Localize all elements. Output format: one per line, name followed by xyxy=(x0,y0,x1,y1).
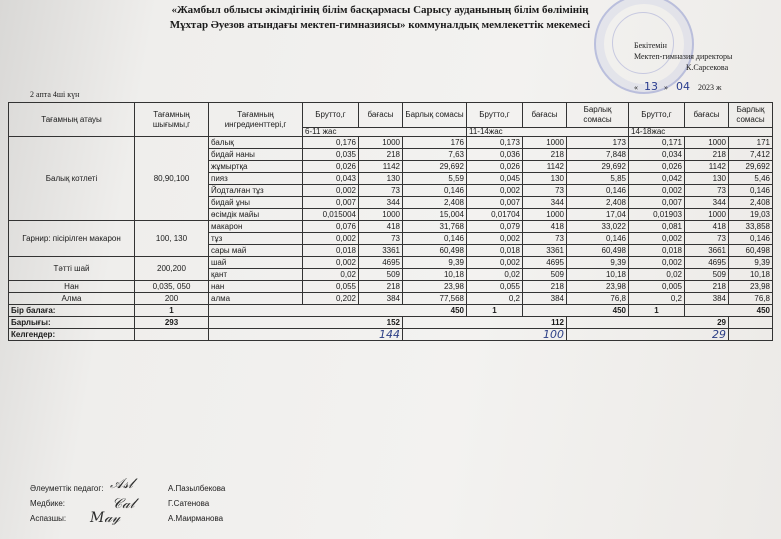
ingredient-value: 73 xyxy=(359,233,403,245)
ingredient-value: 1000 xyxy=(359,209,403,221)
signature-nurse: Медбике: Г.Сатенова xyxy=(30,499,210,508)
ingredient-value: 0,171 xyxy=(629,137,685,149)
ingredient-value: 0,002 xyxy=(467,233,523,245)
ingredient-value: 0,035 xyxy=(303,149,359,161)
ingredient-value: 0,002 xyxy=(303,257,359,269)
ingredient-value: 0,007 xyxy=(303,197,359,209)
ingredient-value: 3361 xyxy=(523,245,567,257)
ingredient-value: 171 xyxy=(729,137,773,149)
ingredient-name: тұз xyxy=(209,233,303,245)
dish-name: Алма xyxy=(9,293,135,305)
summary-empty xyxy=(729,329,773,341)
ingredient-value: 73 xyxy=(359,185,403,197)
ingredient-value: 9,39 xyxy=(403,257,467,269)
ingredient-value: 0,002 xyxy=(303,185,359,197)
ingredient-value: 173 xyxy=(567,137,629,149)
header-line-2: Мұхтар Әуезов атындағы мектеп-гимназиясы» коммуналдық мемлекеттік мекемесі xyxy=(169,19,591,31)
ingredient-value: 0,018 xyxy=(629,245,685,257)
director-name: К.Сарсекова xyxy=(686,63,729,72)
ingredient-value: 0,146 xyxy=(403,185,467,197)
ingredient-value: 0,146 xyxy=(729,233,773,245)
ingredient-value: 10,18 xyxy=(403,269,467,281)
ingredient-value: 4695 xyxy=(523,257,567,269)
ingredient-value: 0,002 xyxy=(629,185,685,197)
ingredient-value: 384 xyxy=(685,293,729,305)
ingredient-value: 0,018 xyxy=(303,245,359,257)
ingredient-value: 0,146 xyxy=(567,185,629,197)
ingredient-name: бидай наны xyxy=(209,149,303,161)
ingredient-name: қант xyxy=(209,269,303,281)
ingredient-value: 1142 xyxy=(523,161,567,173)
handwritten-count: 100 xyxy=(403,329,567,341)
ingredient-name: Йодталған тұз xyxy=(209,185,303,197)
ingredient-value: 29,692 xyxy=(729,161,773,173)
table-header-row xyxy=(9,103,773,128)
ingredient-value: 29,692 xyxy=(567,161,629,173)
ingredient-value: 130 xyxy=(359,173,403,185)
ingredient-value: 10,18 xyxy=(729,269,773,281)
ingredient-value: 0,018 xyxy=(467,245,523,257)
ingredient-name: бидай ұны xyxy=(209,197,303,209)
ingredient-value: 0,034 xyxy=(629,149,685,161)
ingredient-value: 4695 xyxy=(685,257,729,269)
ingredient-value: 31,768 xyxy=(403,221,467,233)
ingredient-value: 2,408 xyxy=(403,197,467,209)
summary-label: Бір балаға: xyxy=(9,305,135,317)
ingredient-value: 0,026 xyxy=(629,161,685,173)
ingredient-value: 0,02 xyxy=(629,269,685,281)
ingredient-value: 73 xyxy=(523,233,567,245)
ingredient-value: 0,002 xyxy=(629,233,685,245)
dish-yield: 200,200 xyxy=(135,257,209,281)
dish-yield: 200 xyxy=(135,293,209,305)
ingredient-value: 1000 xyxy=(523,209,567,221)
summary-row-total xyxy=(9,317,773,329)
table-row xyxy=(9,221,773,233)
table-row xyxy=(9,281,773,293)
ingredient-value: 0,002 xyxy=(303,233,359,245)
director-title: Мектеп-гимназия директоры xyxy=(634,52,733,61)
ingredient-value: 384 xyxy=(359,293,403,305)
ingredient-value: 0,026 xyxy=(467,161,523,173)
ingredient-value: 1000 xyxy=(359,137,403,149)
ingredient-value: 23,98 xyxy=(729,281,773,293)
week-day-label: 2 апта 4ші күн xyxy=(30,90,80,99)
handwritten-signature-2: 𝒞𝒶𝓁 xyxy=(112,496,135,512)
summary-label: Келгендер: xyxy=(9,329,135,341)
ingredient-value: 0,005 xyxy=(629,281,685,293)
summary-value: 152 xyxy=(209,317,403,329)
ingredient-value: 76,8 xyxy=(567,293,629,305)
signature-teacher: Әлеуметтік педагог: А.Пазылбекова xyxy=(30,484,226,493)
dish-name: Тәтті шай xyxy=(9,257,135,281)
col-total-2: Барлық сомасы xyxy=(567,103,629,128)
ingredient-value: 218 xyxy=(685,149,729,161)
ingredient-value: 0,055 xyxy=(467,281,523,293)
ingredient-value: 1142 xyxy=(359,161,403,173)
summary-value: 450 xyxy=(685,305,773,317)
ingredient-name: пияз xyxy=(209,173,303,185)
summary-value: 1 xyxy=(629,305,685,317)
ingredient-value: 17,04 xyxy=(567,209,629,221)
ingredient-value: 73 xyxy=(523,185,567,197)
ingredient-value: 344 xyxy=(523,197,567,209)
summary-value: 293 xyxy=(135,317,209,329)
ingredient-value: 0,007 xyxy=(629,197,685,209)
ingredient-value: 509 xyxy=(685,269,729,281)
ingredient-value: 2,408 xyxy=(729,197,773,209)
summary-row-per-child xyxy=(9,305,773,317)
ingredient-value: 0,002 xyxy=(467,257,523,269)
ingredient-value: 0,015004 xyxy=(303,209,359,221)
ingredient-value: 7,63 xyxy=(403,149,467,161)
ingredient-value: 23,98 xyxy=(567,281,629,293)
ingredient-name: жұмыртқа xyxy=(209,161,303,173)
ingredient-value: 0,076 xyxy=(303,221,359,233)
col-gross-3: Брутто,г xyxy=(629,103,685,128)
ingredient-value: 5,46 xyxy=(729,173,773,185)
ingredient-value: 0,01704 xyxy=(467,209,523,221)
ingredient-value: 0,042 xyxy=(629,173,685,185)
ingredient-value: 76,8 xyxy=(729,293,773,305)
ingredient-value: 509 xyxy=(359,269,403,281)
signature-cook: Аспазшы: А.Маирманова xyxy=(30,514,224,523)
ingredient-value: 15,004 xyxy=(403,209,467,221)
col-price-2: бағасы xyxy=(523,103,567,128)
dish-name: Нан xyxy=(9,281,135,293)
ingredient-value: 1142 xyxy=(685,161,729,173)
summary-value: 1 xyxy=(135,305,209,317)
handwritten-signature-3: 𝑀𝒶𝓎 xyxy=(90,510,121,526)
age-group-1: 6-11 жас xyxy=(303,128,467,137)
col-price-1: бағасы xyxy=(359,103,403,128)
ingredient-value: 10,18 xyxy=(567,269,629,281)
ingredient-value: 73 xyxy=(685,233,729,245)
ingredient-value: 0,2 xyxy=(629,293,685,305)
ingredient-value: 130 xyxy=(685,173,729,185)
handwritten-count: 144 xyxy=(209,329,403,341)
ingredient-value: 0,202 xyxy=(303,293,359,305)
summary-row-attended xyxy=(9,329,773,341)
ingredient-value: 130 xyxy=(523,173,567,185)
ingredient-value: 418 xyxy=(359,221,403,233)
ingredient-value: 60,498 xyxy=(567,245,629,257)
ingredient-value: 0,045 xyxy=(467,173,523,185)
ingredient-value: 0,173 xyxy=(467,137,523,149)
table-row xyxy=(9,293,773,305)
ingredient-value: 73 xyxy=(685,185,729,197)
ingredient-value: 0,002 xyxy=(467,185,523,197)
col-gross-2: Брутто,г xyxy=(467,103,523,128)
ingredient-value: 2,408 xyxy=(567,197,629,209)
ingredient-value: 176 xyxy=(403,137,467,149)
approved-label: Бекітемін xyxy=(634,41,667,50)
ingredient-value: 0,026 xyxy=(303,161,359,173)
ingredient-name: нан xyxy=(209,281,303,293)
ingredient-value: 4695 xyxy=(359,257,403,269)
table-row xyxy=(9,257,773,269)
summary-label: Барлығы: xyxy=(9,317,135,329)
summary-empty xyxy=(135,329,209,341)
ingredient-value: 29,692 xyxy=(403,161,467,173)
ingredient-value: 60,498 xyxy=(729,245,773,257)
ingredient-value: 0,02 xyxy=(467,269,523,281)
age-group-3: 14-18жас xyxy=(629,128,773,137)
ingredient-value: 0,081 xyxy=(629,221,685,233)
summary-value: 1 xyxy=(467,305,523,317)
ingredient-name: шай xyxy=(209,257,303,269)
ingredient-value: 33,858 xyxy=(729,221,773,233)
col-total-1: Барлық сомасы xyxy=(403,103,467,128)
col-dish-yield: Тағамның шығымы,г xyxy=(135,103,209,137)
ingredient-name: балық xyxy=(209,137,303,149)
ingredient-value: 0,146 xyxy=(403,233,467,245)
col-price-3: бағасы xyxy=(685,103,729,128)
summary-value: 112 xyxy=(403,317,567,329)
ingredient-value: 1000 xyxy=(523,137,567,149)
summary-value: 450 xyxy=(523,305,629,317)
summary-value: 29 xyxy=(567,317,729,329)
approval-block xyxy=(634,40,780,73)
summary-value: 450 xyxy=(209,305,467,317)
ingredient-value: 0,043 xyxy=(303,173,359,185)
summary-empty xyxy=(729,317,773,329)
dish-name: Балық котлеті xyxy=(9,137,135,221)
ingredient-value: 509 xyxy=(523,269,567,281)
ingredient-value: 19,03 xyxy=(729,209,773,221)
ingredient-value: 218 xyxy=(523,149,567,161)
ingredient-value: 218 xyxy=(359,149,403,161)
ingredient-value: 1000 xyxy=(685,137,729,149)
ingredient-value: 1000 xyxy=(685,209,729,221)
col-total-3: Барлық сомасы xyxy=(729,103,773,128)
ingredient-value: 0,2 xyxy=(467,293,523,305)
ingredient-value: 0,036 xyxy=(467,149,523,161)
ingredient-value: 33,022 xyxy=(567,221,629,233)
ingredient-name: макарон xyxy=(209,221,303,233)
dish-yield: 100, 130 xyxy=(135,221,209,257)
handwritten-count: 29 xyxy=(567,329,729,341)
ingredient-value: 0,002 xyxy=(629,257,685,269)
age-group-2: 11-14жас xyxy=(467,128,629,137)
ingredient-value: 3661 xyxy=(685,245,729,257)
ingredient-value: 7,412 xyxy=(729,149,773,161)
ingredient-name: алма xyxy=(209,293,303,305)
ingredient-value: 344 xyxy=(685,197,729,209)
ingredient-value: 7,848 xyxy=(567,149,629,161)
ingredient-value: 9,39 xyxy=(567,257,629,269)
ingredient-value: 344 xyxy=(359,197,403,209)
col-dish-name: Тағамның атауы xyxy=(9,103,135,137)
ingredient-name: өсімдік майы xyxy=(209,209,303,221)
ingredient-value: 218 xyxy=(523,281,567,293)
ingredient-value: 23,98 xyxy=(403,281,467,293)
ingredient-name: сары май xyxy=(209,245,303,257)
ingredient-value: 9,39 xyxy=(729,257,773,269)
header-line-1: «Жамбыл облысы әкімдігінің білім басқармасы Сарысу ауданының білім бөлімінің xyxy=(171,4,589,16)
ingredient-value: 0,079 xyxy=(467,221,523,233)
ingredient-value: 0,02 xyxy=(303,269,359,281)
dish-name: Гарнир: пісірілген макарон xyxy=(9,221,135,257)
ingredient-value: 0,146 xyxy=(567,233,629,245)
table-row xyxy=(9,137,773,149)
ingredient-value: 5,59 xyxy=(403,173,467,185)
col-gross-1: Брутто,г xyxy=(303,103,359,128)
approval-date: « 13 » 04 2023 ж xyxy=(634,80,722,93)
ingredient-value: 418 xyxy=(523,221,567,233)
ingredient-value: 418 xyxy=(685,221,729,233)
handwritten-signature-1: 𝒜𝓈𝓁 xyxy=(110,476,134,492)
dish-yield: 80,90,100 xyxy=(135,137,209,221)
ingredient-value: 5,85 xyxy=(567,173,629,185)
ingredient-value: 0,007 xyxy=(467,197,523,209)
ingredient-value: 218 xyxy=(359,281,403,293)
ingredient-value: 3361 xyxy=(359,245,403,257)
ingredient-value: 0,055 xyxy=(303,281,359,293)
ingredient-value: 218 xyxy=(685,281,729,293)
menu-table xyxy=(8,102,773,341)
ingredient-value: 60,498 xyxy=(403,245,467,257)
ingredient-value: 0,176 xyxy=(303,137,359,149)
ingredient-value: 77,568 xyxy=(403,293,467,305)
dish-yield: 0,035, 050 xyxy=(135,281,209,293)
ingredient-value: 0,01903 xyxy=(629,209,685,221)
ingredient-value: 384 xyxy=(523,293,567,305)
ingredient-value: 0,146 xyxy=(729,185,773,197)
col-ingredients: Тағамның ингредиенттері,г xyxy=(209,103,303,137)
